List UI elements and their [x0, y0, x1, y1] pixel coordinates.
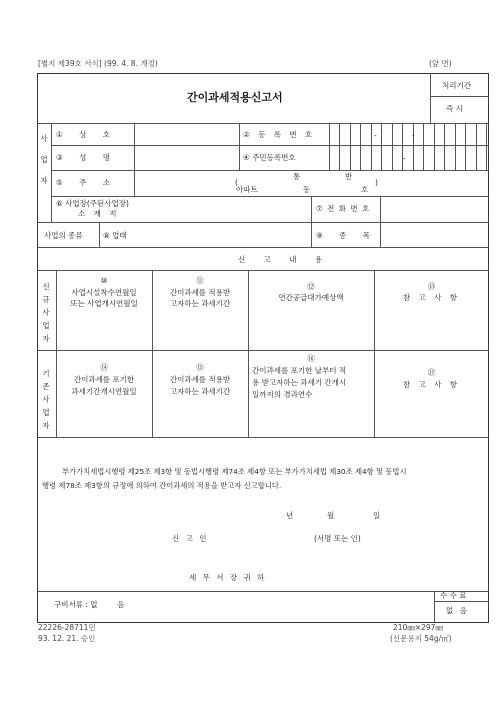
- existing-col1-number: ⑭: [100, 363, 108, 372]
- existing-business-label: 기존사업자: [42, 369, 50, 430]
- existing-col3-label: 간이과세를 포기한 날부터 적: [252, 366, 347, 375]
- digit-box-divider: [444, 145, 445, 170]
- digit-box-divider: [455, 123, 456, 145]
- digit-box-divider: [360, 145, 361, 170]
- existing-col1-label-2: 과세기간개시연월일: [71, 387, 137, 396]
- label-text: ⑤ 주 소: [56, 178, 117, 187]
- new-business-label: 신규사업자: [42, 282, 50, 343]
- digit-box-divider: [476, 123, 477, 145]
- label-address: [56, 178, 117, 187]
- address-paren-open: (: [235, 178, 238, 187]
- existing-col4-label: 참 고 사 항: [402, 380, 461, 389]
- new-col2-label-2: 고자하는 과세기간: [169, 299, 231, 308]
- divider: [239, 123, 240, 170]
- footer-code: 22226-28711민: [38, 623, 96, 632]
- address-apartment: 아파트: [236, 185, 258, 194]
- new-col1-number: ⑩: [100, 276, 108, 285]
- declaration-text: 부가가치세법시행령 제25조 제3항 및 동법시행령 제74조 제4항 또는 부가가치세법 제30조 제4항 및 동법시: [62, 467, 407, 476]
- fee-label: 수 수 료: [440, 591, 467, 600]
- digit-box-divider: [350, 123, 351, 145]
- existing-col4-number: ⑰: [427, 368, 436, 377]
- divider: [37, 247, 489, 248]
- label-business-type: 사업의 종류: [44, 231, 83, 240]
- label-business-category: ⑧ 업태: [103, 231, 127, 240]
- existing-col2-label: 간이과세를 적용받: [169, 375, 231, 384]
- label-person-name: [56, 153, 117, 162]
- digit-box-divider: [360, 123, 361, 145]
- divider: [380, 196, 381, 247]
- footer-paper-size: 210㎜×297㎜: [393, 623, 443, 632]
- footer-paper-type: (신문용지 54g/㎡): [390, 634, 452, 643]
- label-office-location: ⑥ 사업장(주된사업장): [56, 199, 129, 208]
- divider: [37, 123, 489, 124]
- existing-col2-label-2: 고자하는 과세기간: [169, 387, 231, 396]
- declaration-text-2: 행령 제78조 제3항의 규정에 의하여 간이과세의 적용을 받고자 신고합니다.: [42, 481, 282, 490]
- digit-box-divider: [339, 145, 340, 170]
- divider: [37, 437, 489, 438]
- attachments-label: 구비서류 : 없: [54, 600, 98, 609]
- digit-box-divider: [392, 145, 393, 170]
- digit-box-divider: [423, 145, 424, 170]
- digit-box-divider: [455, 145, 456, 170]
- existing-col3-label-2: 용 받고자하는 과세기 간개시: [252, 378, 347, 387]
- digit-box-divider: [486, 123, 487, 145]
- date-month: 월: [327, 511, 335, 520]
- divider: [311, 196, 312, 247]
- reporter-label: 신 고 인: [172, 534, 209, 543]
- new-col2-number: ⑪: [196, 276, 204, 285]
- new-col4-label: 참 고 사 항: [402, 293, 461, 302]
- digit-box-divider: [465, 145, 466, 170]
- digit-box-divider: [371, 145, 372, 170]
- processing-period-value: 즉 시: [446, 104, 463, 113]
- new-col1-label: 사업시설착수연월일: [71, 288, 137, 297]
- label-text: ① 상 호: [56, 130, 117, 139]
- digit-box-divider: [392, 123, 393, 145]
- section-business-label: 사업자: [40, 134, 48, 185]
- report-contents-heading: 신 고 내 용: [238, 255, 331, 264]
- label-office-location-2: 소 재 지: [78, 209, 120, 218]
- address-paren-close: ): [375, 178, 378, 187]
- new-col2-label: 간이과세를 적용받: [169, 288, 231, 297]
- digit-box-divider: [371, 123, 372, 145]
- existing-col1-label: 간이과세를 포기한: [73, 375, 135, 384]
- digit-box-divider: [339, 123, 340, 145]
- digit-box-divider: [423, 123, 424, 145]
- divider: [434, 591, 435, 623]
- divider: [434, 601, 489, 602]
- divider: [430, 96, 489, 97]
- digit-box-divider: [444, 123, 445, 145]
- date-year: 년: [286, 511, 294, 520]
- existing-col2-number: ⑮: [196, 363, 204, 372]
- divider: [99, 222, 100, 247]
- label-phone-number: ⑦ 전 화 번 호: [316, 204, 371, 213]
- existing-col3-label-3: 일까지의 경과연수: [252, 390, 313, 399]
- digit-box-divider: [476, 145, 477, 170]
- digit-box-divider: [434, 145, 435, 170]
- divider: [134, 123, 135, 196]
- processing-period-label: 처리기간: [442, 81, 471, 90]
- divider: [329, 123, 330, 170]
- date-day: 일: [373, 511, 381, 520]
- label-text: ② 등 록 번 호: [243, 130, 316, 139]
- address-dong: 동: [303, 185, 311, 194]
- label-business-item: [316, 231, 377, 240]
- label-text: ⑨ 종 목: [316, 231, 377, 240]
- attachments-value: 음: [117, 600, 125, 609]
- reg-dash-1: -: [374, 131, 377, 140]
- divider: [37, 270, 489, 271]
- address-ban: 반: [345, 172, 353, 181]
- divider: [51, 123, 52, 222]
- reg-dash-2: -: [412, 131, 415, 140]
- digit-box-divider: [413, 145, 414, 170]
- divider: [37, 350, 489, 351]
- digit-box-divider: [486, 145, 487, 170]
- digit-box-divider: [465, 123, 466, 145]
- page-side-label: (앞 면): [429, 59, 452, 68]
- recipient: 세 무 서 장 귀 하: [189, 573, 267, 582]
- form-number: [별지 제39호 서식] (99. 4. 8. 개정): [38, 59, 158, 68]
- label-registration-number: [243, 130, 315, 139]
- fee-value: 없 음: [446, 606, 469, 615]
- new-col3-label: 연간공급대가예상액: [278, 293, 344, 302]
- divider: [51, 170, 489, 171]
- new-col4-number: ⑬: [427, 282, 436, 291]
- label-resident-number: ④ 주민등록번호: [243, 153, 296, 162]
- digit-box-divider: [434, 123, 435, 145]
- footer-approval: 93. 12. 21. 승인: [38, 634, 96, 643]
- digit-box-divider: [381, 145, 382, 170]
- resident-dash: -: [403, 154, 406, 163]
- label-business-name: [56, 130, 117, 139]
- new-col3-number: ⑫: [307, 282, 315, 291]
- digit-box-divider: [402, 123, 403, 145]
- digit-box-divider: [381, 123, 382, 145]
- address-ho: 호: [361, 185, 369, 194]
- divider: [37, 591, 489, 592]
- divider: [37, 222, 489, 223]
- form-title: 간이과세적용신고서: [187, 91, 283, 104]
- new-col1-label-2: 또는 사업개시연월일: [70, 299, 138, 308]
- address-tong: 통: [293, 172, 301, 181]
- reporter-signature: (서명 또는 인): [314, 534, 361, 543]
- divider: [430, 73, 431, 123]
- existing-col3-number: ⑯: [307, 354, 315, 363]
- digit-box-divider: [350, 145, 351, 170]
- divider: [51, 196, 489, 197]
- label-text: ③ 성 명: [56, 153, 117, 162]
